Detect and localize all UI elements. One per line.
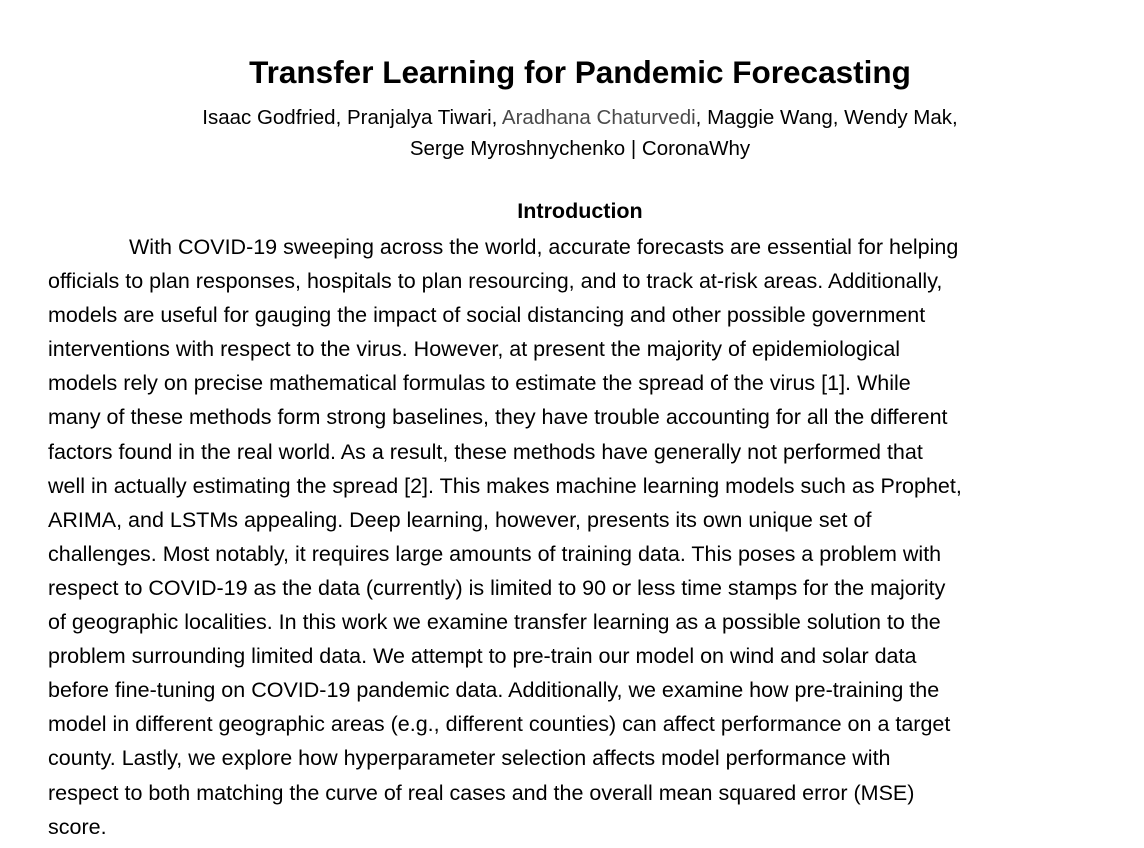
paragraph-line: many of these methods form strong baselines, they have trouble accounting for all the different [48, 405, 948, 430]
paragraph-line: before fine-tuning on COVID-19 pandemic data. Additionally, we examine how pre-training the [48, 678, 940, 703]
paragraph-line: respect to COVID-19 as the data (currently) is limited to 90 or less time stamps for the majority [48, 575, 946, 600]
authors-part-2: , Maggie Wang, Wendy Mak, [695, 106, 958, 129]
paragraph-line: officials to plan responses, hospitals to plan resourcing, and to track at-risk areas. Additionally, [48, 269, 943, 294]
paragraph-line: ARIMA, and LSTMs appealing. Deep learning, however, presents its own unique set of [48, 507, 872, 532]
paragraph-line: well in actually estimating the spread [2]. This makes machine learning models such as Prophet, [48, 473, 962, 498]
paragraph-line: With COVID-19 sweeping across the world, accurate forecasts are essential for helping [129, 235, 959, 259]
authors-part-1: Isaac Godfried, Pranjalya Tiwari, [202, 106, 502, 129]
paragraph-line: of geographic localities. In this work we examine transfer learning as a possible solution to the [48, 610, 941, 635]
paragraph-line: factors found in the real world. As a result, these methods have generally not performed that [48, 439, 923, 464]
introduction-paragraph [48, 230, 1138, 844]
section-heading-introduction: Introduction [517, 199, 643, 223]
paragraph-line: respect to both matching the curve of real cases and the overall mean squared error (MSE) [48, 780, 915, 805]
paragraph-line: models are useful for gauging the impact of social distancing and other possible government [48, 303, 926, 328]
paragraph-line: score. [48, 814, 107, 839]
paper-title: Transfer Learning for Pandemic Forecasting [249, 54, 911, 90]
paragraph-line: problem surrounding limited data. We attempt to pre-train our model on wind and solar data [48, 644, 917, 669]
paragraph-line: models rely on precise mathematical formulas to estimate the spread of the virus [1]. While [48, 371, 911, 396]
paragraph-line: interventions with respect to the virus. However, at present the majority of epidemiological [48, 337, 901, 362]
paragraph-line: county. Lastly, we explore how hyperparameter selection affects model performance with [48, 746, 891, 771]
author-highlighted: Aradhana Chaturvedi [501, 106, 696, 129]
author-line-2: Serge Myroshnychenko | CoronaWhy [409, 137, 751, 160]
paragraph-line: model in different geographic areas (e.g., different counties) can affect performance on a target [48, 712, 951, 737]
author-list [0, 102, 1144, 164]
author-line-1 [0, 102, 1144, 133]
paragraph-line: challenges. Most notably, it requires large amounts of training data. This poses a problem with [48, 541, 942, 566]
